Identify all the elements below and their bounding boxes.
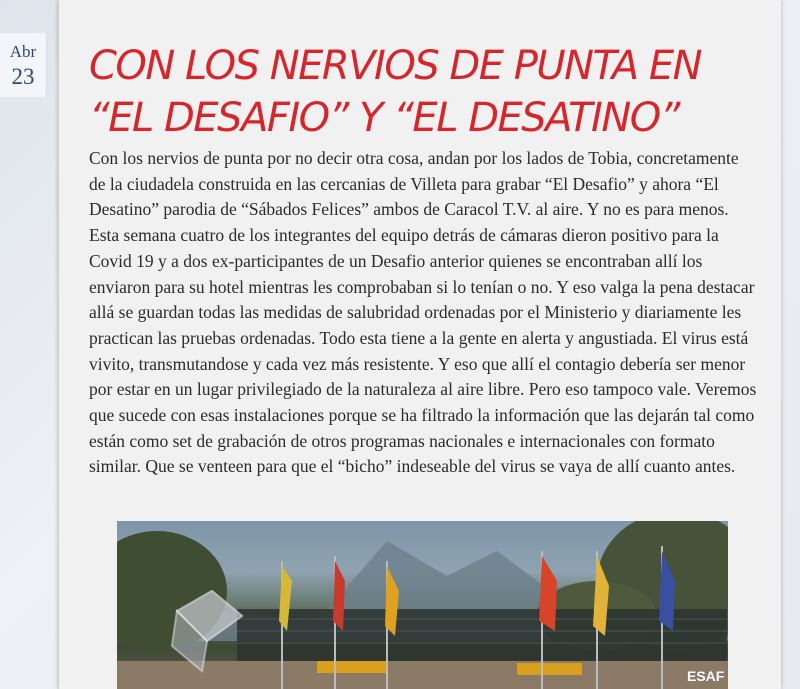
date-day: 23	[11, 64, 35, 89]
post-image-logo-text: ESAF	[687, 668, 725, 684]
post-date	[0, 33, 47, 97]
post-image-scene	[117, 521, 728, 689]
post-image[interactable]	[117, 521, 728, 689]
post-title[interactable]: CON LOS NERVIOS DE PUNTA EN “EL DESAFIO” Y “EL DESATINO”	[89, 43, 702, 141]
post-card	[58, 0, 781, 689]
post-body: Con los nervios de punta por no decir otra cosa, andan por los lados de Tobia, concretamente de la ciudadela construida en las cercanias de Villeta para grabar “El Desafio” y ahora “El Desatino” parodia de “Sábados Felices” ambos de Caracol T.V. al aire. Y no es para menos. Esta semana cuatro de los integrantes del equipo detrás de cámaras dieron positivo para la Covid 19 y a dos ex-participantes de un Desafio anterior quienes se encontraban allí los enviaron para su hotel mientras les comprobaban si lo tenían o no. Y eso valga la pena destacar allá se guardan todas las medidas de salubridad ordenadas por el Ministerio y diariamente les practican las pruebas ordenadas. Todo esta tiene a la gente en alerta y angustiada. El virus está vivito, transmutandose y cada vez más resistente. Y eso que allí el contagio debería ser menor por estar en un lugar privilegiado de la naturaleza al aire libre. Pero eso tampoco vale. Veremos que sucede con esas instalaciones porque se ha filtrado la información que las dejarán tal como están como set de grabación de otros programas nacionales e internacionales con formato similar. Que se venteen para que el “bicho” indeseable del virus se vaya de allí cuanto antes.	[89, 148, 757, 477]
date-month: Abr	[9, 42, 37, 61]
